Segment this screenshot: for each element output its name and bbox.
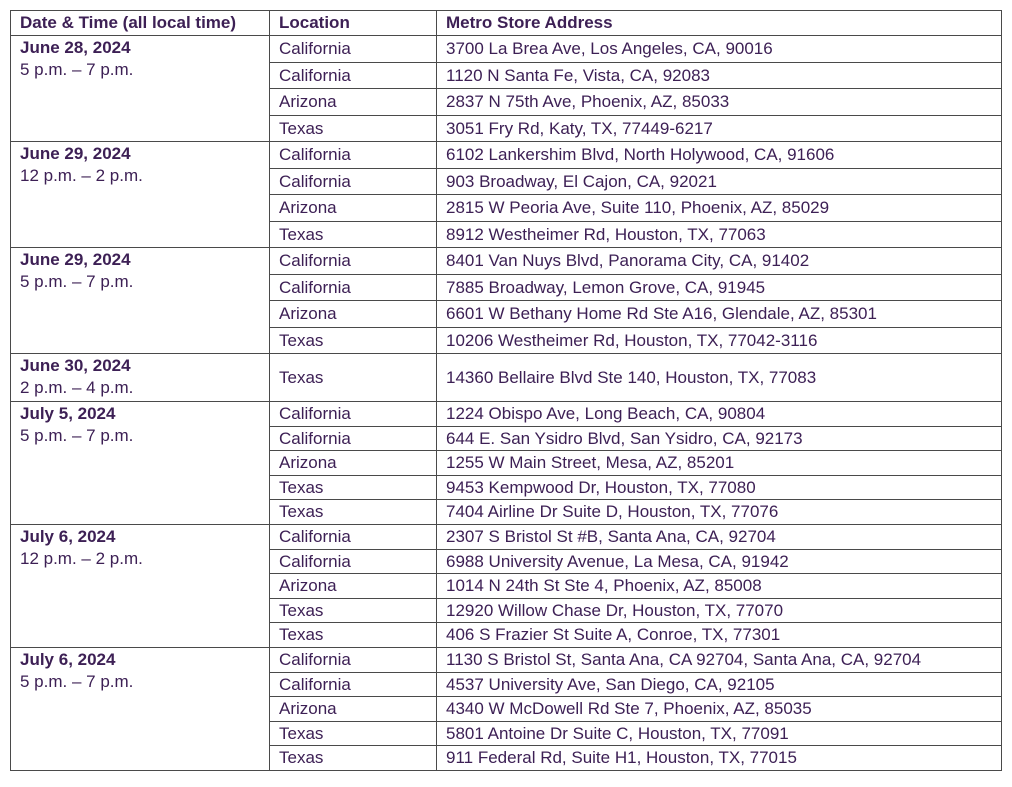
location-cell: Texas bbox=[270, 722, 437, 746]
event-time: 5 p.m. – 7 p.m. bbox=[20, 426, 134, 445]
header-location: Location bbox=[270, 11, 437, 36]
location-cell: Arizona bbox=[270, 697, 437, 722]
address-cell: 6102 Lankershim Blvd, North Holywood, CA, 91606 bbox=[437, 142, 1002, 169]
address-cell: 1224 Obispo Ave, Long Beach, CA, 90804 bbox=[437, 402, 1002, 427]
location-cell: California bbox=[270, 142, 437, 169]
event-time: 5 p.m. – 7 p.m. bbox=[20, 272, 134, 291]
event-date: July 5, 2024 bbox=[20, 404, 116, 423]
event-date: July 6, 2024 bbox=[20, 527, 116, 546]
location-cell: California bbox=[270, 525, 437, 550]
address-cell: 406 S Frazier St Suite A, Conroe, TX, 77301 bbox=[437, 623, 1002, 648]
address-cell: 9453 Kempwood Dr, Houston, TX, 77080 bbox=[437, 476, 1002, 500]
location-cell: California bbox=[270, 169, 437, 195]
table-row bbox=[11, 525, 1002, 550]
location-cell: Texas bbox=[270, 354, 437, 402]
header-row bbox=[11, 11, 1002, 36]
event-time: 2 p.m. – 4 p.m. bbox=[20, 378, 134, 397]
address-cell: 14360 Bellaire Blvd Ste 140, Houston, TX, 77083 bbox=[437, 354, 1002, 402]
date-time-cell bbox=[11, 525, 270, 648]
location-cell: Texas bbox=[270, 328, 437, 354]
location-cell: Texas bbox=[270, 500, 437, 525]
event-date: June 28, 2024 bbox=[20, 38, 131, 57]
location-cell: Texas bbox=[270, 623, 437, 648]
date-time-cell bbox=[11, 36, 270, 142]
address-cell: 911 Federal Rd, Suite H1, Houston, TX, 77015 bbox=[437, 746, 1002, 771]
location-cell: Arizona bbox=[270, 451, 437, 476]
location-cell: California bbox=[270, 63, 437, 89]
event-time: 5 p.m. – 7 p.m. bbox=[20, 60, 134, 79]
address-cell: 8401 Van Nuys Blvd, Panorama City, CA, 91402 bbox=[437, 248, 1002, 275]
location-cell: California bbox=[270, 402, 437, 427]
table-row bbox=[11, 648, 1002, 673]
event-date: June 29, 2024 bbox=[20, 250, 131, 269]
location-cell: Arizona bbox=[270, 301, 437, 328]
address-cell: 1255 W Main Street, Mesa, AZ, 85201 bbox=[437, 451, 1002, 476]
address-cell: 903 Broadway, El Cajon, CA, 92021 bbox=[437, 169, 1002, 195]
address-cell: 6988 University Avenue, La Mesa, CA, 91942 bbox=[437, 550, 1002, 574]
event-time: 12 p.m. – 2 p.m. bbox=[20, 166, 143, 185]
address-cell: 12920 Willow Chase Dr, Houston, TX, 77070 bbox=[437, 599, 1002, 623]
header-address: Metro Store Address bbox=[437, 11, 1002, 36]
address-cell: 3700 La Brea Ave, Los Angeles, CA, 90016 bbox=[437, 36, 1002, 63]
address-cell: 6601 W Bethany Home Rd Ste A16, Glendale, AZ, 85301 bbox=[437, 301, 1002, 328]
store-schedule-table bbox=[10, 10, 1002, 771]
address-cell: 5801 Antoine Dr Suite C, Houston, TX, 77091 bbox=[437, 722, 1002, 746]
event-time: 5 p.m. – 7 p.m. bbox=[20, 672, 134, 691]
location-cell: California bbox=[270, 248, 437, 275]
location-cell: Texas bbox=[270, 116, 437, 142]
location-cell: California bbox=[270, 550, 437, 574]
event-date: June 29, 2024 bbox=[20, 144, 131, 163]
address-cell: 10206 Westheimer Rd, Houston, TX, 77042-3116 bbox=[437, 328, 1002, 354]
address-cell: 1120 N Santa Fe, Vista, CA, 92083 bbox=[437, 63, 1002, 89]
location-cell: California bbox=[270, 275, 437, 301]
header-date-time: Date & Time (all local time) bbox=[11, 11, 270, 36]
location-cell: Texas bbox=[270, 599, 437, 623]
address-cell: 4340 W McDowell Rd Ste 7, Phoenix, AZ, 85035 bbox=[437, 697, 1002, 722]
table-row bbox=[11, 402, 1002, 427]
address-cell: 3051 Fry Rd, Katy, TX, 77449-6217 bbox=[437, 116, 1002, 142]
location-cell: California bbox=[270, 673, 437, 697]
table-row bbox=[11, 36, 1002, 63]
address-cell: 7885 Broadway, Lemon Grove, CA, 91945 bbox=[437, 275, 1002, 301]
address-cell: 1130 S Bristol St, Santa Ana, CA 92704, Santa Ana, CA, 92704 bbox=[437, 648, 1002, 673]
event-time: 12 p.m. – 2 p.m. bbox=[20, 549, 143, 568]
address-cell: 1014 N 24th St Ste 4, Phoenix, AZ, 85008 bbox=[437, 574, 1002, 599]
address-cell: 7404 Airline Dr Suite D, Houston, TX, 77076 bbox=[437, 500, 1002, 525]
table-row bbox=[11, 248, 1002, 275]
event-date: July 6, 2024 bbox=[20, 650, 116, 669]
address-cell: 8912 Westheimer Rd, Houston, TX, 77063 bbox=[437, 222, 1002, 248]
date-time-cell bbox=[11, 402, 270, 525]
location-cell: Texas bbox=[270, 476, 437, 500]
date-time-cell bbox=[11, 248, 270, 354]
location-cell: Arizona bbox=[270, 195, 437, 222]
location-cell: Arizona bbox=[270, 89, 437, 116]
location-cell: California bbox=[270, 36, 437, 63]
address-cell: 644 E. San Ysidro Blvd, San Ysidro, CA, 92173 bbox=[437, 427, 1002, 451]
address-cell: 4537 University Ave, San Diego, CA, 92105 bbox=[437, 673, 1002, 697]
event-date: June 30, 2024 bbox=[20, 356, 131, 375]
location-cell: Texas bbox=[270, 746, 437, 771]
table-row bbox=[11, 142, 1002, 169]
schedule-body bbox=[11, 36, 1002, 771]
location-cell: Arizona bbox=[270, 574, 437, 599]
address-cell: 2307 S Bristol St #B, Santa Ana, CA, 92704 bbox=[437, 525, 1002, 550]
address-cell: 2837 N 75th Ave, Phoenix, AZ, 85033 bbox=[437, 89, 1002, 116]
date-time-cell bbox=[11, 142, 270, 248]
location-cell: California bbox=[270, 427, 437, 451]
location-cell: California bbox=[270, 648, 437, 673]
address-cell: 2815 W Peoria Ave, Suite 110, Phoenix, AZ, 85029 bbox=[437, 195, 1002, 222]
location-cell: Texas bbox=[270, 222, 437, 248]
date-time-cell bbox=[11, 648, 270, 771]
table-row bbox=[11, 354, 1002, 402]
date-time-cell bbox=[11, 354, 270, 402]
